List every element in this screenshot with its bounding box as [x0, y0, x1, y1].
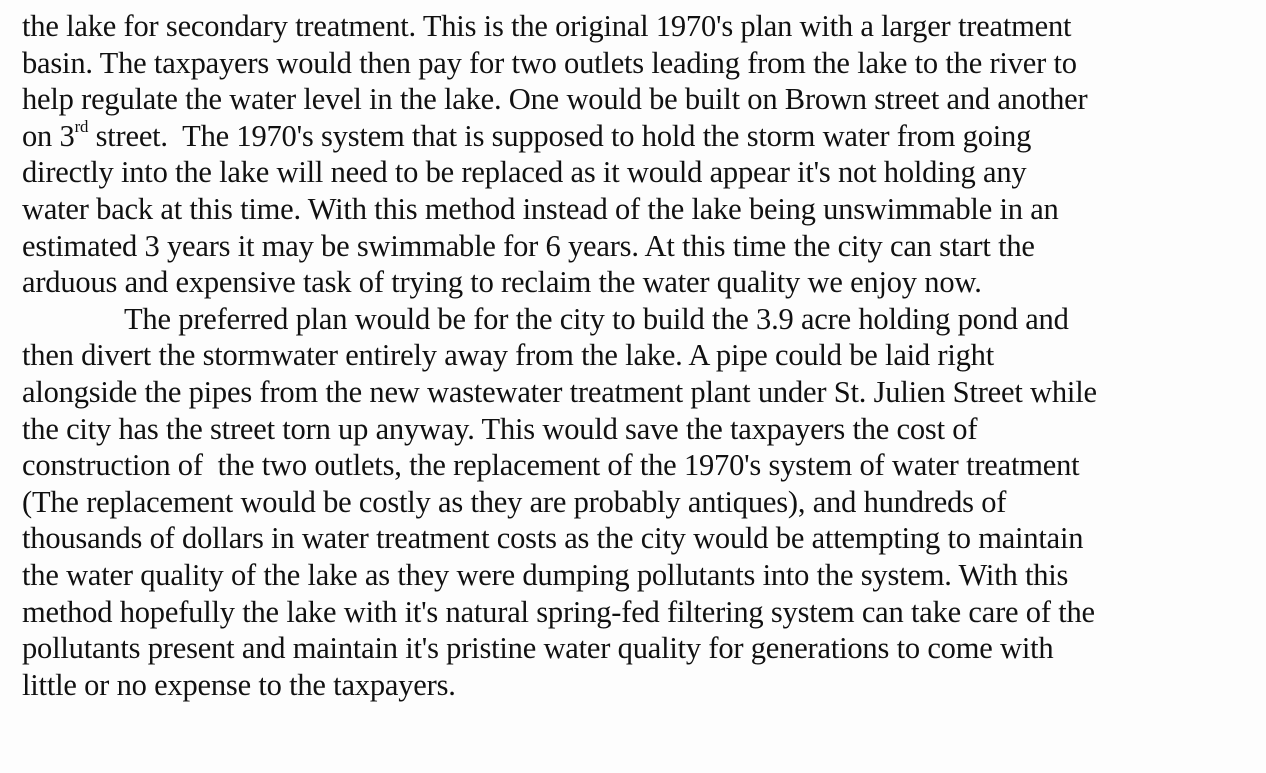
paragraph-2: [22, 301, 1242, 704]
text-line: then divert the stormwater entirely away from the lake. A pipe could be laid right: [22, 338, 995, 373]
text-line: alongside the pipes from the new wastewater treatment plant under St. Julien Street while: [22, 374, 1097, 409]
text-segment: street. The 1970's system that is supposed to hold the storm water from going: [88, 118, 1032, 153]
text-line-with-superscript: [22, 118, 1242, 155]
text-segment: on 3: [22, 118, 75, 153]
text-line: the water quality of the lake as they were dumping pollutants into the system. With this: [22, 557, 1069, 592]
text-line: the lake for secondary treatment. This is the original 1970's plan with a larger treatment: [22, 9, 1072, 43]
text-line: little or no expense to the taxpayers.: [22, 667, 456, 702]
text-line: thousands of dollars in water treatment costs as the city would be attempting to maintain: [22, 521, 1084, 556]
text-line: help regulate the water level in the lake. One would be built on Brown street and another: [22, 82, 1088, 117]
text-line-indented: The preferred plan would be for the city to build the 3.9 acre holding pond and: [124, 301, 1069, 336]
text-line: the city has the street torn up anyway. This would save the taxpayers the cost of: [22, 411, 978, 446]
text-line: arduous and expensive task of trying to reclaim the water quality we enjoy now.: [22, 265, 982, 300]
text-line: directly into the lake will need to be replaced as it would appear it's not holding any: [22, 155, 1027, 190]
text-line: basin. The taxpayers would then pay for two outlets leading from the lake to the river to: [22, 45, 1077, 80]
text-line: construction of the two outlets, the replacement of the 1970's system of water treatment: [22, 448, 1080, 483]
paragraph-1: [22, 8, 1242, 301]
ordinal-superscript: rd: [74, 116, 89, 136]
text-line: pollutants present and maintain it's pristine water quality for generations to come with: [22, 631, 1054, 666]
text-line: (The replacement would be costly as they are probably antiques), and hundreds of: [22, 484, 1007, 519]
text-line: water back at this time. With this method instead of the lake being unswimmable in an: [22, 191, 1059, 226]
text-line: estimated 3 years it may be swimmable for 6 years. At this time the city can start the: [22, 228, 1035, 263]
document-body: [22, 8, 1242, 703]
text-line: method hopefully the lake with it's natural spring-fed filtering system can take care of the: [22, 594, 1095, 629]
